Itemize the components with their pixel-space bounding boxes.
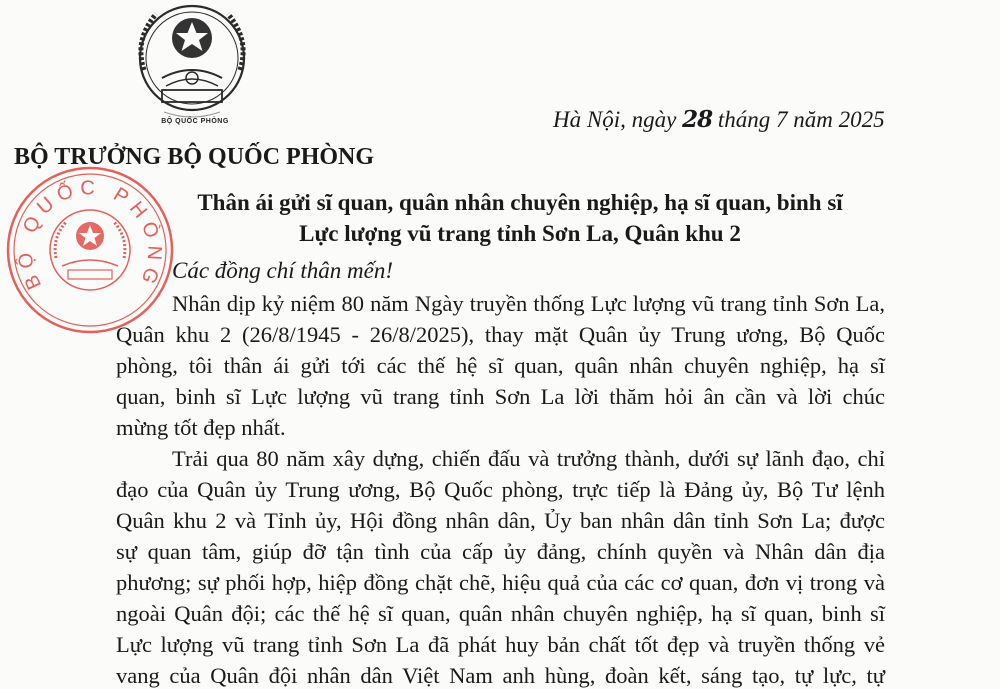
- body-line: đạo của Quân ủy Trung ương, Bộ Quốc phòng, trực tiếp là Đảng ủy, Bộ Tư lệnh: [116, 477, 885, 502]
- date-suffix: tháng 7 năm 2025: [712, 107, 885, 132]
- date-prefix: Hà Nội, ngày: [553, 107, 683, 132]
- greeting: Các đồng chí thân mến!: [172, 258, 394, 283]
- body-line: Quân khu 2 và Tỉnh ủy, Hội đồng nhân dân, Ủy ban nhân dân tỉnh Sơn La; được: [116, 508, 885, 533]
- emblem-label: BỘ QUỐC PHÒNG: [161, 118, 229, 125]
- letter-heading-line-1: Thân ái gửi sĩ quan, quân nhân chuyên nghiệp, hạ sĩ quan, binh sĩ: [197, 190, 843, 215]
- body-line: Lực lượng vũ trang tỉnh Sơn La đã phát huy bản chất tốt đẹp và truyền thống vẻ: [116, 632, 885, 657]
- body-line: vang của Quân đội nhân dân Việt Nam anh hùng, đoàn kết, sáng tạo, tự lực, tự: [116, 663, 885, 688]
- body-line: phương; sự phối hợp, hiệp đồng chặt chẽ, hiệu quả của các cơ quan, đơn vị trong và: [116, 570, 885, 595]
- body-line: quan, binh sĩ Lực lượng vũ trang tỉnh Sơn La lời thăm hỏi ân cần và lời chúc: [116, 384, 885, 409]
- body-line: ngoài Quân đội; các thế hệ sĩ quan, quân nhân chuyên nghiệp, hạ sĩ quan, binh sĩ: [116, 601, 885, 626]
- body-line: mừng tốt đẹp nhất.: [116, 415, 286, 440]
- body-line: Quân khu 2 (26/8/1945 - 26/8/2025), thay mặt Quân ủy Trung ương, Bộ Quốc: [116, 322, 885, 347]
- body-line: phòng, tôi thân ái gửi tới các thế hệ sĩ quan, quân nhân chuyên nghiệp, hạ sĩ: [116, 353, 885, 378]
- ministry-stamp-icon: [0, 158, 180, 338]
- body-line: sự quan tâm, giúp đỡ tận tình của cấp ủy đảng, chính quyền và Nhân dân địa: [116, 539, 885, 564]
- document-date: [553, 106, 885, 133]
- sender-title: BỘ TRƯỞNG BỘ QUỐC PHÒNG: [14, 144, 375, 170]
- letter-heading-line-2: Lực lượng vũ trang tỉnh Sơn La, Quân khu 2: [299, 221, 741, 246]
- date-day: 28: [682, 106, 713, 133]
- national-emblem-icon: [104, 0, 279, 130]
- body-line: Trải qua 80 năm xây dựng, chiến đấu và trưởng thành, dưới sự lãnh đạo, chỉ: [172, 446, 885, 471]
- stamp-text: BỘ QUỐC PHÒNG: [14, 177, 166, 293]
- body-line: Nhân dịp kỷ niệm 80 năm Ngày truyền thống Lực lượng vũ trang tỉnh Sơn La,: [172, 291, 885, 316]
